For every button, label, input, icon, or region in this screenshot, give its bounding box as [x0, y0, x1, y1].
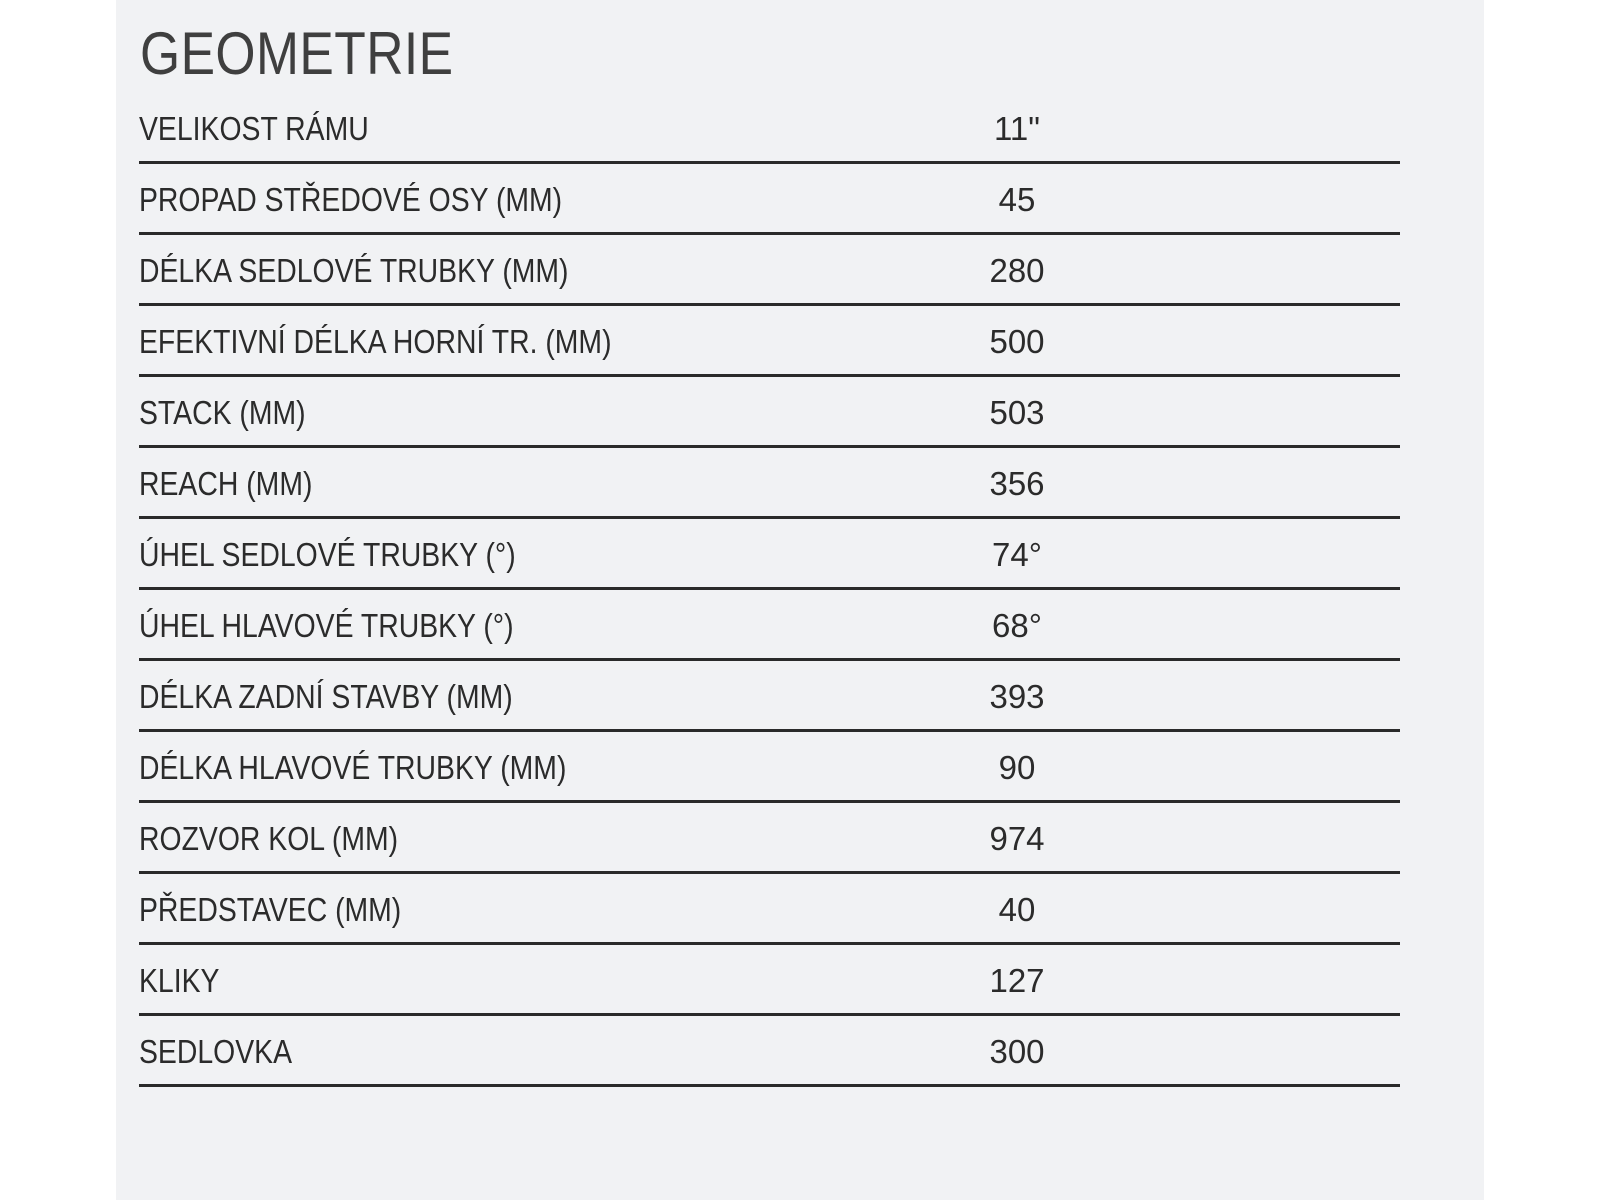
- table-row-seatpost: [139, 1016, 1400, 1087]
- row-value: 90: [998, 749, 1036, 786]
- row-value: 974: [989, 820, 1045, 857]
- table-row-bb-drop: [139, 164, 1400, 235]
- row-value: 300: [989, 1033, 1045, 1070]
- row-label: STACK (MM): [139, 394, 306, 431]
- table-row-effective-top-tube: [139, 306, 1400, 377]
- row-label: KLIKY: [139, 962, 220, 999]
- table-row-seat-tube-length: [139, 235, 1400, 306]
- row-label: ÚHEL HLAVOVÉ TRUBKY (°): [139, 607, 514, 644]
- row-label: SEDLOVKA: [139, 1033, 293, 1070]
- row-value: 393: [989, 678, 1045, 715]
- row-value: 503: [989, 394, 1045, 431]
- row-label: PROPAD STŘEDOVÉ OSY (MM): [139, 181, 563, 218]
- row-value: 356: [989, 465, 1045, 502]
- row-label: ÚHEL SEDLOVÉ TRUBKY (°): [139, 536, 516, 573]
- row-label: DÉLKA ZADNÍ STAVBY (MM): [139, 678, 513, 715]
- table-row-head-tube-angle: [139, 590, 1400, 661]
- row-label: VELIKOST RÁMU: [139, 110, 369, 147]
- row-label: DÉLKA SEDLOVÉ TRUBKY (MM): [139, 252, 569, 289]
- table-row-head-tube-length: [139, 732, 1400, 803]
- row-label: REACH (MM): [139, 465, 313, 502]
- table-row-stack: [139, 377, 1400, 448]
- table-row-cranks: [139, 945, 1400, 1016]
- geometry-panel: [116, 0, 1484, 1200]
- row-label: DÉLKA HLAVOVÉ TRUBKY (MM): [139, 749, 567, 786]
- row-label: PŘEDSTAVEC (MM): [139, 891, 402, 928]
- row-value: 68°: [992, 607, 1042, 644]
- row-label: ROZVOR KOL (MM): [139, 820, 399, 857]
- row-value: 74°: [992, 536, 1042, 573]
- table-row-chainstay-length: [139, 661, 1400, 732]
- row-value: 127: [989, 962, 1045, 999]
- row-value: 45: [998, 181, 1036, 218]
- table-row-wheelbase: [139, 803, 1400, 874]
- row-value: 500: [989, 323, 1045, 360]
- geometry-table: [139, 93, 1400, 1087]
- row-value: 11": [994, 110, 1040, 147]
- table-row-seat-tube-angle: [139, 519, 1400, 590]
- table-row-frame-size: [139, 93, 1400, 164]
- table-row-reach: [139, 448, 1400, 519]
- page-title: GEOMETRIE: [140, 20, 454, 87]
- row-value: 280: [989, 252, 1045, 289]
- row-value: 40: [998, 891, 1036, 928]
- table-row-stem: [139, 874, 1400, 945]
- row-label: EFEKTIVNÍ DÉLKA HORNÍ TR. (MM): [139, 323, 612, 360]
